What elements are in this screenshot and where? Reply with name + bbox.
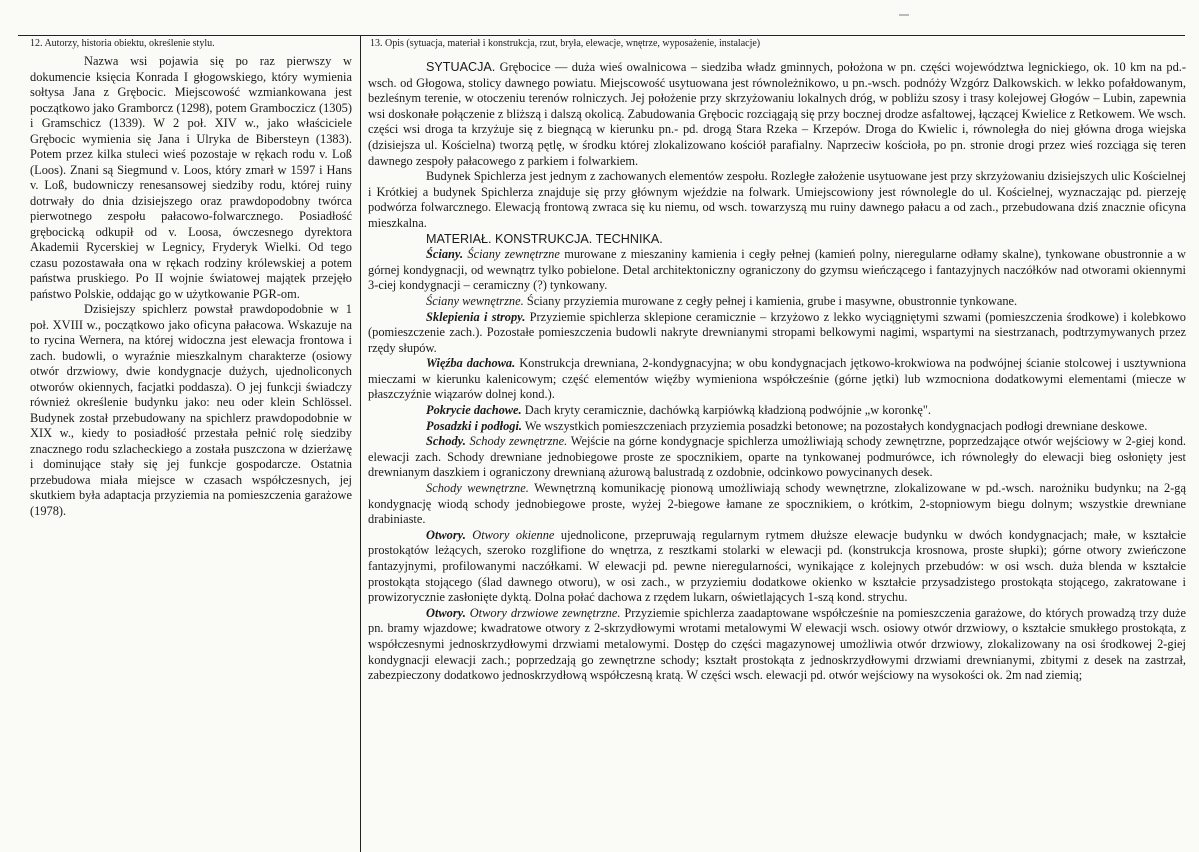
- paragraph-label: Otwory okienne: [465, 527, 555, 542]
- paragraph-text: We wszystkich pomieszczeniach przyziemia posadzki betonowe; na pozostałych kondygnacjach podłogi drewniane deskowe.: [522, 418, 1148, 433]
- history-column: [30, 54, 352, 519]
- description-paragraph: [368, 403, 1186, 419]
- description-paragraph: [368, 419, 1186, 435]
- column-divider: [360, 35, 361, 852]
- paragraph-label: Ściany zewnętrzne: [463, 247, 560, 262]
- paragraph-text: murowane z mieszaniny kamienia i cegły pełnej (kamień polny, nieregularne odłamy skalne), tynkowane obustronnie a w górnej kondygnacji, od wewnątrz tylko pobielone. Detal architektoniczny ograniczony do gzymsu wieńczącego i fantazyjnych naczółków nad otworami okiennymi 3-ciej kondygnacji – ceramiczny (?) tynkowany.: [368, 247, 1186, 293]
- paragraph-text: Konstrukcja drewniana, 2-kondygnacyjna; w obu kondygnacjach jętkowo-krokwiowa na podwójnej ścianie stolcowej i usztywniona mieczami w kierunku kalenicowym; część elementów więźby wymieniona współcześnie (górne jętki) lub wzmocniona dodatkowymi elementami (miecze w płaszczyźnie wiązarów dolnej kond.).: [368, 356, 1186, 402]
- top-rule: [18, 35, 1185, 36]
- description-paragraph: [368, 434, 1186, 481]
- description-paragraph: [368, 356, 1186, 403]
- description-paragraph: [368, 481, 1186, 528]
- description-column: [368, 60, 1186, 684]
- paragraph-label: Schody.: [426, 434, 466, 449]
- paragraph-label: Posadzki i podłogi.: [426, 418, 523, 433]
- paragraph-label: Otwory.: [426, 605, 466, 620]
- paragraph-text: Przyziemie spichlerza sklepione ceramicznie – krzyżowo z lekko wyciągniętymi szwami (pomieszczenia środkowe) i kolebkowo (pomieszczenie zach.). Pozostałe pomieszczenia budowli nakryte drewnianymi stropami belkowymi nagimi, wspartymi na siestrzanach, podtrzymywanych przez rzędy słupów.: [368, 309, 1187, 355]
- paragraph-text: Grębocice — duża wieś owalnicowa – siedziba władz gminnych, położona w pn. części województwa legnickiego, ok. 10 km na pd.- wsch. od Głogowa, stolicy dawnego powiatu. Miejscowość usytuowana jest równoleżnikowo, u pn.-wsch. podnóży Wzgórz Dalkowskich. w lekko pofałdowanym, bezleśnym terenie, w otoczeniu terenów rolniczych. Jej położenie przy skrzyżowaniu lokalnych dróg, w pobliżu szosy i trasy kolejowej Głogów – Lubin, zapewnia wsi doskonałe połączenie z bliższą i dalszą okolicą. Zabudowania Grębocic rozciągają się przy bocznej drodze asfaltowej, łączącej Kwielice z Retkowem. We wsch. części wsi droga ta krzyżuje się z biegnącą w kierunku pn.- pd. drogą Stara Rzeka – Krzepów. Droga do Kwielic i, równoległa do niej główna droga wiejska (dzisiejsza ul. Kościelna) tworzą pętlę, w środku której zlokalizowano kościół parafialny. Naprzeciw kościoła, po pn. stronie drogi przez wieś rozciąga się teren dawnego zespoły pałacowego z parkiem i folwarkiem.: [368, 60, 1186, 168]
- paragraph-text: Dach kryty ceramicznie, dachówką karpiówką kładzioną podwójnie „w koronkę".: [521, 403, 931, 418]
- paragraph-label: Ściany wewnętrzne.: [426, 293, 524, 308]
- section-heading: MATERIAŁ. KONSTRUKCJA. TECHNIKA.: [426, 231, 663, 246]
- history-paragraph-1: Nazwa wsi pojawia się po raz pierwszy w dokumencie księcia Konrada I głogowskiego, który wymienia sołtysa Jana z Grębocic. Miejscowość wzmiankowana jest początkowo jako Gramborcz (1298), potem Gramboczicz (1305) i Gramschicz (1339). W 2 poł. XIV w., jako właściciele Grębocic wymienia się Jana i Ulryka de Bibersteyn (1383). Potem przez kilka stuleci wieś pozostaje w rękach rodu v. Loß (Loos). Znani są Siegmund v. Loos, który zmarł w 1597 i Hans v. Loß, budowniczy renesansowej siedziby rodu, której ruiny dotrwały do dnia dzisiejszego oraz prawdopodobny twórca pierwotnego zespołu pałacowo-folwarcznego. Posiadłość grębocicką odkupił od v. Loosa, ówczesnego dyrektora Akademii Rycerskiej w Legnicy, Fryderyk Wielki. Od tego czasu pozostawała ona w rękach rodziny królewskiej a potem państwa pruskiego. Po II wojnie światowej majątek przejęło państwo Polskie, oddając go w użytkowanie PGR-om.: [30, 54, 352, 301]
- paragraph-label: Ściany.: [426, 247, 464, 262]
- paragraph-label: Sklepienia i stropy.: [426, 309, 526, 324]
- paragraph-text: Wewnętrzną komunikację pionową umożliwiają schody wewnętrzne, zlokalizowane w pd.-wsch. narożniku budynku; na 2-gą kondygnację wiodą schody jednobiegowe proste, wyżej 2-biegowe łamane ze spocznikiem, o krótkim, 2-stopniowym biegu dolnym; wszystkie drewniane drabiniaste.: [368, 481, 1187, 527]
- paragraph-label: Otwory drzwiowe zewnętrzne.: [465, 605, 621, 620]
- paragraph-label: Otwory.: [426, 527, 466, 542]
- description-paragraph: [368, 528, 1186, 606]
- scan-mark: [899, 14, 909, 16]
- paragraph-label: Schody wewnętrzne.: [426, 481, 529, 496]
- paragraph-text: Ściany przyziemia murowane z cegły pełnej i kamienia, grube i masywne, obustronnie tynkowane.: [523, 293, 1018, 308]
- paragraph-label: SYTUACJA.: [426, 60, 496, 74]
- description-paragraph: [368, 60, 1186, 169]
- paragraph-label: Więźba dachowa.: [426, 356, 516, 371]
- paragraph-label: Pokrycie dachowe.: [426, 403, 522, 418]
- description-paragraph: [368, 310, 1186, 357]
- description-paragraph: [368, 606, 1186, 684]
- paragraph-text: Wejście na górne kondygnacje spichlerza umożliwiają schody zewnętrzne, poprzedzające otwór wejściowy w 2-giej kond. elewacji zach. Schody drewniane jednobiegowe proste ze spocznikiem, oparte na tynkowanej podmurówce, ich równoległy do elewacji bieg osłonięty jest drewnianym daszkiem i ograniczony drewnianą ażurową balustradą z ozdobnie, odcinkowo powycinanych desek.: [368, 434, 1186, 480]
- paragraph-text: Przyziemie spichlerza zaadaptowane współcześnie na pomieszczenia garażowe, do których prowadzą trzy duże pn. bramy wjazdowe; kwadratowe otwory z 2-skrzydłowymi wrotami metalowymi W elewacji wsch. osiowy otwór drzwiowy, o kształcie smukłego prostokąta, z współczesnymi jednoskrzydłowymi drzwiami metalowymi. Dostęp do części magazynowej umożliwia otwór drzwiowy, zlokalizowany na osi środkowej 2-giej kondygnacji elewacji zach.; poprzedzają go zewnętrzne schody; kształt prostokąta z jednoskrzydłowymi drzwiami drewnianymi, zbitymi z desek na zastrzał, zabezpieczony dodatkowo jednoskrzydłową współczesną kratą. W części wsch. elewacji pd. otwór wejściowy na wysokości ok. 2m nad ziemią;: [368, 605, 1186, 683]
- description-paragraph: [368, 247, 1186, 294]
- description-paragraph: [368, 169, 1186, 231]
- left-column-header: 12. Autorzy, historia obiektu, określenie stylu.: [30, 38, 215, 49]
- description-paragraph: [368, 294, 1186, 310]
- paragraph-label: Schody zewnętrzne.: [465, 434, 568, 449]
- paragraph-text: ujednolicone, przepruwają regularnym rytmem dłuższe elewacje budynku w dwóch kondygnacjach; małe, w kształcie prostokątów leżących, szeroko rozglifione do wnętrza, z resztkami stolarki w elewacji pd. (konstrukcja krosnowa, proste słupki); górne otwory zwieńczone fantazyjnymi, profilowanymi naczółkami. W elewacji pd. pewne nieregularności, wynikające z kolejnych przebudów: w osi wsch. duża blenda w kształcie prostokąta stojącego (ślad dawnego otworu), w osi zach., w przyziemiu dodatkowe okienko w kształcie przysadzistego prostokąta stojącego, zakratowane i prowizorycznie zasłonięte dyktą. Dolna połać dachowa z rzędem lukarn, oświetlających 1-szą kond. strychu.: [368, 527, 1186, 605]
- right-column-header: 13. Opis (sytuacja, materiał i konstrukcja, rzut, bryła, elewacje, wnętrze, wyposażenie, instalacje): [370, 38, 761, 49]
- history-paragraph-2: Dzisiejszy spichlerz powstał prawdopodobnie w 1 poł. XVIII w., początkowo jako oficyna pałacowa. Wskazuje na to rycina Wernera, na której widoczna jest elewacja frontowa i zach. budowli, o wyraźnie mieszkalnym charakterze (osiowy otwór drzwiowy, dwie kondygnacje dużych, ujednoliconych otworów okiennych, facjatki poddasza). O jej funkcji świadczy również określenie budynku jako: neu oder klein Schlössel. Budynek został przebudowany na spichlerz prawdopodobnie w XIX w., kiedy to posiadłość przestała pełnić rolę siedziby znacznego rodu szlacheckiego a została puszczona w dzierżawę i dominujące stały się jej funkcje gospodarcze. Ostatnia przebudowa miała miejsce w czasach współczesnych, jej skutkiem była adaptacja przyziemia na pomieszczenia garażowe (1978).: [30, 302, 352, 518]
- paragraph-text: Budynek Spichlerza jest jednym z zachowanych elementów zespołu. Rozległe założenie usytuowane jest przy skrzyżowaniu dzisiejszych ulic Kościelnej i Krótkiej a budynek Spichlerza znajduje się przy głównym wjeździe na folwark. Umiejscowiony jest równolegle do ul. Kościelnej, wyznaczając pd. pierzeję podwórza folwarcznego. Elewacją frontową zwraca się ku niemu, od wsch. towarzyszą mu ruiny dawnego pałacu a od zach., przebudowana dziś znacznie oficyna mieszkalna.: [368, 169, 1186, 230]
